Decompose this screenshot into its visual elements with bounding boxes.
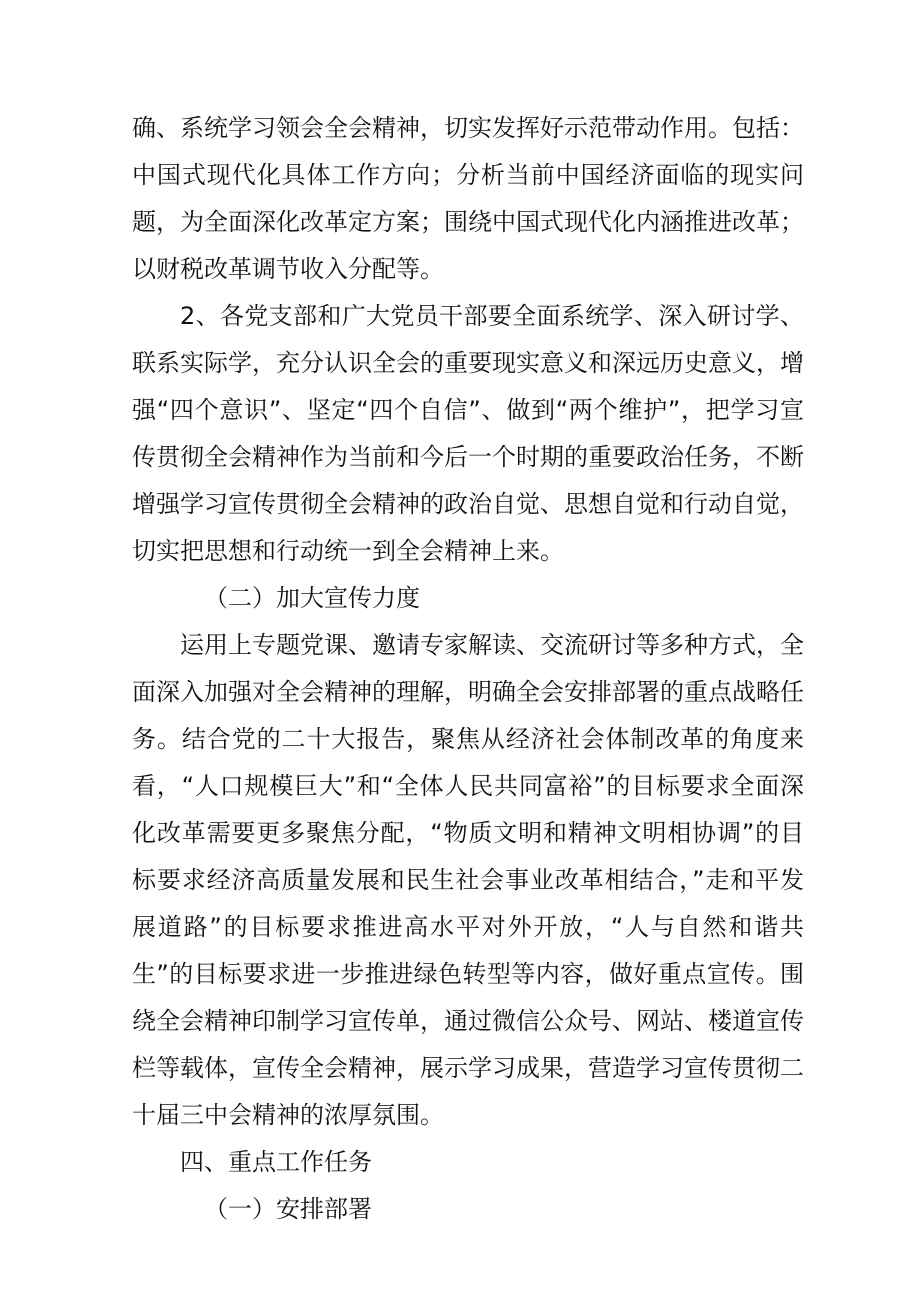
heading-key-tasks: 四、重点工作任务 xyxy=(180,1148,372,1176)
document-body xyxy=(132,105,804,1233)
paragraph-continuation: 确、系统学习领会全会精神，切实发挥好示范带动作用。包括：中国式现代化具体工作方向；分析当前中国经济面临的现实问题，为全面深化改革定方案；围绕中国式现代化内涵推进改革；以财税改革调节收入分配等。 xyxy=(132,114,804,283)
subheading-arrangement: （一）安排部署 xyxy=(204,1195,372,1223)
paragraph-item-2: 2、各党支部和广大党员干部要全面系统学、深入研讨学、联系实际学，充分认识全会的重要现实意义和深远历史意义，增强“四个意识”、坚定“四个自信”、做到“两个维护”，把学习宣传贯彻全会精神作为当前和今后一个时期的重要政治任务，不断增强学习宣传贯彻全会精神的政治自觉、思想自觉和行动自觉，切实把思想和行动统一到全会精神上来。 xyxy=(132,302,804,565)
paragraph-publicity: 运用上专题党课、邀请专家解读、交流研讨等多种方式，全面深入加强对全会精神的理解，明确全会安排部署的重点战略任务。结合党的二十大报告，聚焦从经济社会体制改革的角度来看，“人口规模巨大”和“全体人民共同富裕”的目标要求全面深化改革需要更多聚焦分配，“物质文明和精神文明相协调”的目标要求经济高质量发展和民生社会事业改革相结合，”走和平发展道路”的目标要求推进高水平对外开放，“人与自然和谐共生”的目标要求进一步推进绿色转型等内容，做好重点宣传。围绕全会精神印制学习宣传单，通过微信公众号、网站、楼道宣传栏等载体，宣传全会精神，展示学习成果，营造学习宣传贯彻二十届三中会精神的浓厚氛围。 xyxy=(132,631,804,1129)
subheading-publicity: （二）加大宣传力度 xyxy=(204,584,420,612)
